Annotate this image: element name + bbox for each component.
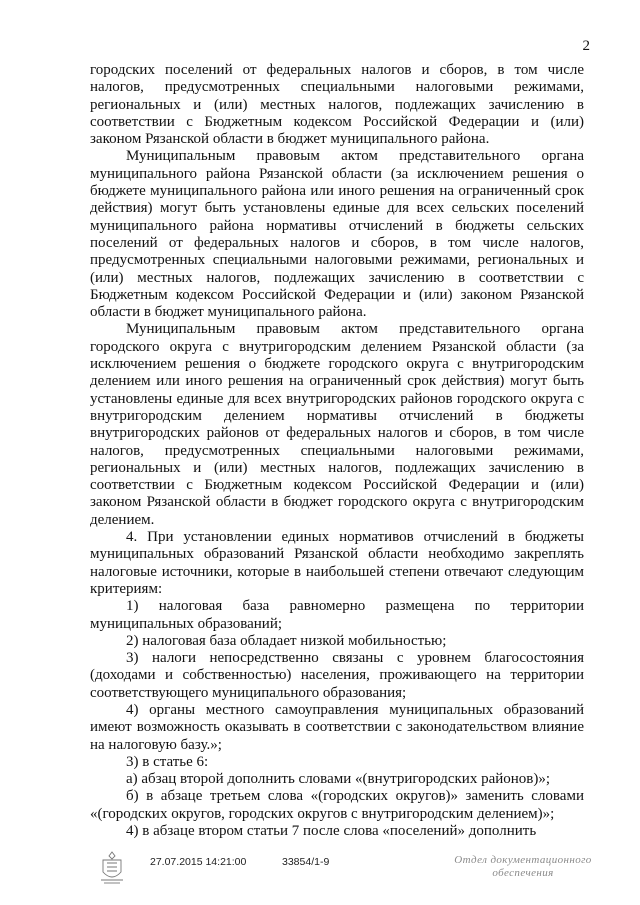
list-item: 1) налоговая база равномерно размещена по территории муниципальных образований; bbox=[90, 598, 584, 632]
list-item: 4) органы местного самоуправления муниципальных образований имеют возможность оказывать в соответствии с законодательством влияние на налоговую базу.»; bbox=[90, 701, 584, 753]
paragraph: 4) в абзаце втором статьи 7 после слова «поселений» дополнить bbox=[126, 823, 537, 840]
paragraph: 4. При установлении единых нормативов отчислений в бюджеты муниципальных образований Рязанской области необходимо закреплять налоговые источники, которые в наибольшей степени отвечают следующим критериям: bbox=[90, 529, 584, 597]
paragraph: Муниципальным правовым актом представительного органа городского округа с внутригородским делением Рязанской области (за исключением решения о бюджете городского округа с внутригородским делением или иного решения на ограниченный срок действия) могут быть установлены единые для всех внутригородских районов городского округа с внутригородским делением нормативы отчислений в бюджеты внутригородских районов от федеральных налогов и сборов, в том числе налогов, предусмотренных специальными налоговыми режимами, региональных и (или) местных налогов, подлежащих зачислению в соответствии с Бюджетным кодексом Российской Федерации и (или) законом Рязанской области в бюджет городского округа с внутригородским делением. bbox=[90, 321, 584, 528]
paragraph: б) в абзаце третьем слова «(городских округов)» заменить словами «(городских округов, городских округов с внутригородским делением)»; bbox=[90, 788, 584, 822]
coat-of-arms-icon bbox=[98, 850, 126, 884]
paragraph: а) абзац второй дополнить словами «(внутригородских районов)»; bbox=[126, 771, 551, 788]
stamp-line: Отдел документационного bbox=[454, 854, 592, 866]
department-stamp bbox=[448, 854, 598, 880]
page-number: 2 bbox=[582, 38, 590, 54]
document-number: 33854/1-9 bbox=[282, 856, 330, 868]
stamp-line: обеспечения bbox=[492, 867, 554, 879]
timestamp: 27.07.2015 14:21:00 bbox=[150, 856, 247, 868]
paragraph: 3) в статье 6: bbox=[126, 753, 209, 770]
paragraph: городских поселений от федеральных налогов и сборов, в том числе налогов, предусмотренных специальными налоговыми режимами, региональных и (или) местных налогов, подлежащих зачислению в соответствии с Бюджетным кодексом Российской Федерации и (или) законом Рязанской области в бюджет муниципального района. bbox=[90, 62, 584, 148]
document-body bbox=[90, 62, 584, 840]
list-item: 2) налоговая база обладает низкой мобильностью; bbox=[126, 632, 447, 649]
list-item: 3) налоги непосредственно связаны с уровнем благосостояния (доходами и собственностью) населения, проживающего на территории соответствующего муниципального образования; bbox=[90, 650, 584, 701]
paragraph: Муниципальным правовым актом представительного органа муниципального района Рязанской области (за исключением решения о бюджете муниципального района или иного решения на ограниченный срок действия) могут быть установлены единые для всех сельских поселений муниципального района нормативы отчислений в бюджеты сельских поселений от федеральных налогов и сборов, в том числе налогов, предусмотренных специальными налоговыми режимами, региональных и (или) местных налогов, подлежащих зачислению в соответствии с Бюджетным кодексом Российской Федерации и (или) законом Рязанской области в бюджет муниципального района. bbox=[90, 148, 584, 321]
